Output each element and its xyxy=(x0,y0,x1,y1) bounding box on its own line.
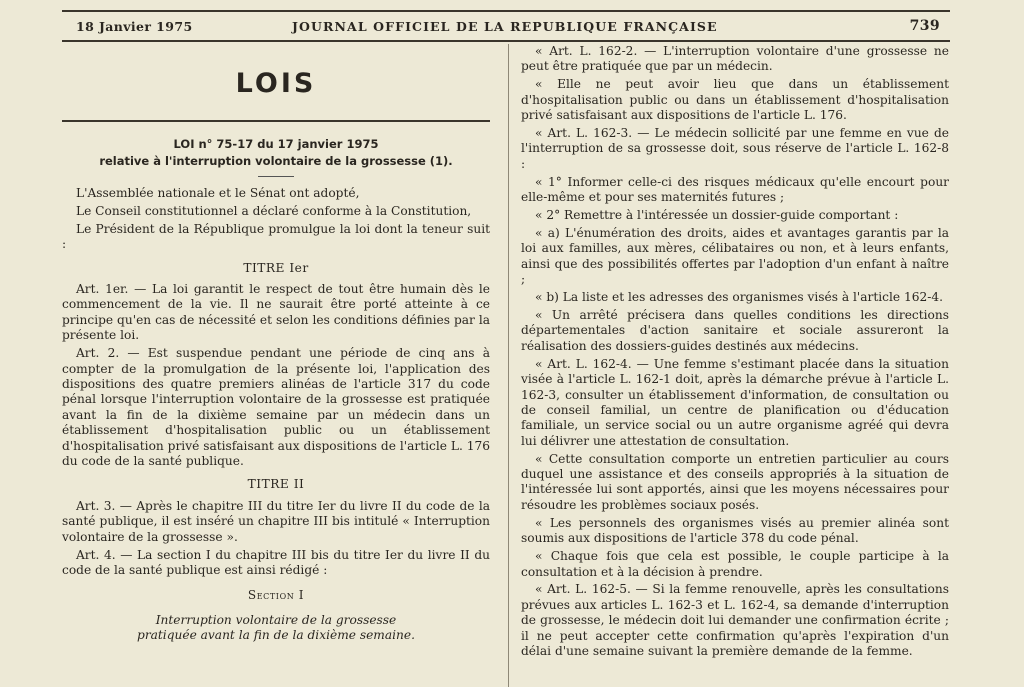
article-paragraph: « Art. L. 162-2. — L'interruption volontaire d'une grossesse ne peut être pratiquée que par un médecin. xyxy=(521,44,949,74)
article-paragraph: « Les personnels des organismes visés au premier alinéa sont soumis aux dispositions de l'article 378 du code pénal. xyxy=(521,515,949,546)
section-1-heading: Section I xyxy=(247,588,305,603)
article-paragraph: « Elle ne peut avoir lieu que dans un établissement d'hospitalisation public ou dans un établissement d'hospitalisation privé satisfaisant aux dispositions de l'article L. 176. xyxy=(521,77,949,123)
article-2: Art. 2. — Est suspendue pendant une période de cinq ans à compter de la promulgation de la présente loi, l'application des dispositions des quatre premiers alinéas de l'article 317 du code pénal lorsque l'interruption volontaire de la grossesse est pratiquée avant la fin de la dixième semaine par un médecin dans un établissement d'hospitalisation public ou un établissement d'hospitalisation privé satisfaisant aux dispositions de l'article L. 176 du code de la santé publique. xyxy=(62,346,490,468)
page-header xyxy=(62,10,950,42)
titre-2-heading: TITRE II xyxy=(247,477,305,492)
article-paragraph: « b) La liste et les adresses des organismes visés à l'article 162-4. xyxy=(535,290,943,305)
article-paragraph: « 2° Remettre à l'intéressée un dossier-guide comportant : xyxy=(535,208,899,223)
article-4: Art. 4. — La section I du chapitre III bis du titre Ier du livre II du code de la santé publique est ainsi rédigé : xyxy=(62,547,490,577)
intro-paragraph: Le Conseil constitutionnel a déclaré conforme à la Constitution, xyxy=(76,203,472,218)
loi-title-line-2: relative à l'interruption volontaire de la grossesse (1). xyxy=(99,154,453,168)
column-divider xyxy=(508,44,509,687)
article-paragraph: « 1° Informer celle-ci des risques médicaux qu'elle encourt pour elle-même et pour ses maternités futures ; xyxy=(521,174,949,205)
loi-title-line-1: LOI n° 75-17 du 17 janvier 1975 xyxy=(173,137,379,151)
section-subtitle-line-1: Interruption volontaire de la grossesse xyxy=(155,612,397,627)
intro-paragraph: Le Président de la République promulgue la loi dont la teneur suit : xyxy=(62,221,490,252)
intro-paragraph: L'Assemblée nationale et le Sénat ont adopté, xyxy=(76,186,360,200)
article-paragraph: « Art. L. 162-3. — Le médecin sollicité par une femme en vue de l'interruption de sa grossesse doit, sous réserve de l'article L. 162-8 : xyxy=(521,126,949,171)
article-3: Art. 3. — Après le chapitre III du titre Ier du livre II du code de la santé publique, il est inséré un chapitre III bis intitulé « Interruption volontaire de la grossesse ». xyxy=(62,498,490,544)
right-column xyxy=(521,44,949,662)
title-separator xyxy=(258,176,294,177)
article-1: Art. 1er. — La loi garantit le respect de tout être humain dès le commencement de la vie. Il ne saurait être porté atteinte à ce principe qu'en cas de nécessité et selon les conditions définies par la présente loi. xyxy=(62,282,490,343)
left-column xyxy=(62,44,490,644)
article-paragraph: « Cette consultation comporte un entretien particulier au cours duquel une assistance et des conseils appropriés à la situation de l'intéressée lui sont apportés, ainsi que les moyens nécessaires pour résoudre les problèmes sociaux posés. xyxy=(521,451,949,512)
article-paragraph: « Un arrêté précisera dans quelles conditions les directions départementales d'action sanitaire et sociale assureront la réalisation des dossiers-guides destinés aux médecins. xyxy=(521,308,949,353)
article-paragraph: « Art. L. 162-5. — Si la femme renouvelle, après les consultations prévues aux articles L. 162-3 et L. 162-4, sa demande d'interruption de grossesse, le médecin doit lui demander une confirmation écrite ; il ne peut accepter cette confirmation qu'après l'expiration d'un délai d'une semaine suivant la première demande de la femme. xyxy=(521,582,949,659)
section-heading-lois: LOIS xyxy=(235,68,317,99)
article-paragraph: « Chaque fois que cela est possible, le couple participe à la consultation et à la décision à prendre. xyxy=(521,549,949,579)
header-journal-title: JOURNAL OFFICIEL DE LA REPUBLIQUE FRANÇAISE xyxy=(292,19,718,34)
titre-1-heading: TITRE Ier xyxy=(243,260,309,275)
article-paragraph: « Art. L. 162-4. — Une femme s'estimant placée dans la situation visée à l'article L. 162-1 doit, après la démarche prévue à l'article L. 162-3, consulter un établissement d'information, de consultation ou de conseil familial, un centre de planification ou d'éducation familiale, un service social ou un autre organisme agréé qui devra lui délivrer une attestation de consultation. xyxy=(521,356,949,448)
section-subtitle-line-2: pratiquée avant la fin de la dixième semaine. xyxy=(137,628,415,643)
header-page-number: 739 xyxy=(909,18,940,34)
article-paragraph: « a) L'énumération des droits, aides et avantages garantis par la loi aux familles, aux mères, célibataires ou non, et à leurs enfants, ainsi que des possibilités offertes par l'adoption d'un enfant à naître ; xyxy=(521,225,949,287)
heading-rule xyxy=(62,120,490,122)
header-date: 18 Janvier 1975 xyxy=(76,19,193,34)
